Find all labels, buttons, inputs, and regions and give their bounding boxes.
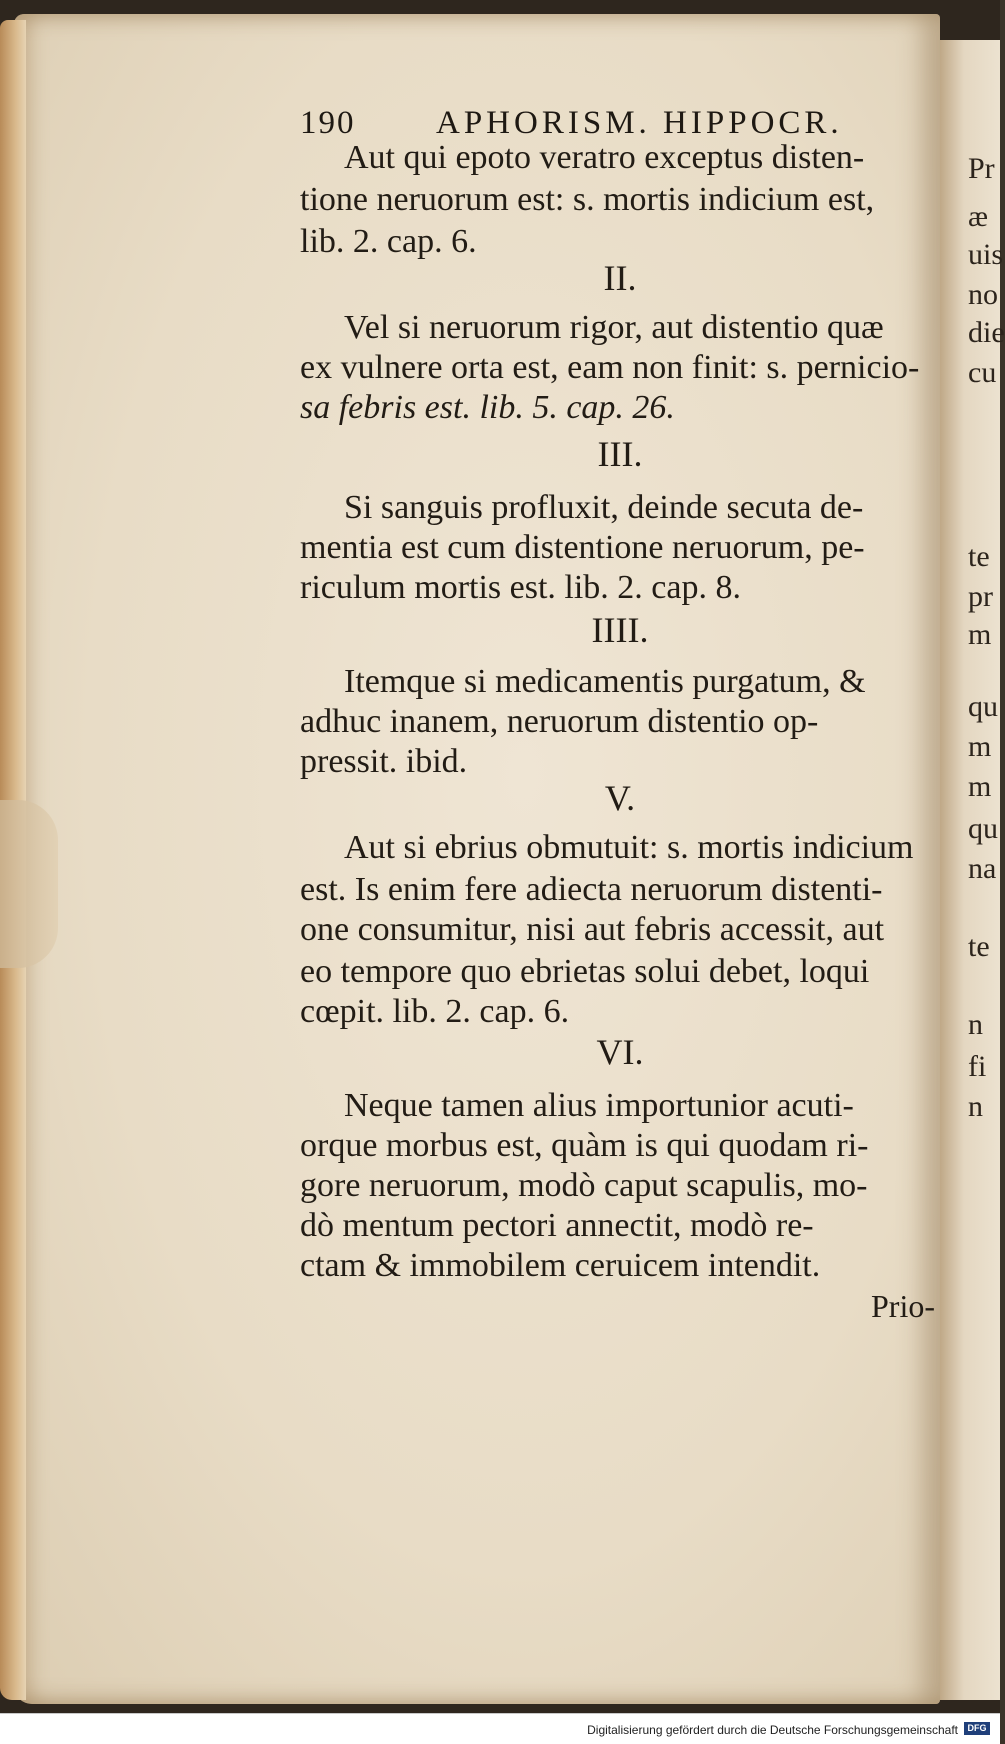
footer-bar — [0, 1713, 1000, 1744]
text-line: one consumitur, nisi aut febris accessit, aut — [300, 911, 885, 948]
text-line: Aut qui epoto veratro exceptus disten- — [344, 139, 865, 176]
facing-page-fragment: Pr — [968, 152, 995, 185]
catchword: Prio- — [871, 1288, 935, 1324]
facing-page-fragment: te — [968, 930, 990, 963]
text-line: pressit. ibid. — [300, 743, 468, 780]
text-line: eo tempore quo ebrietas solui debet, loqui — [300, 953, 870, 990]
facing-page-fragment: cu — [968, 356, 997, 389]
text-line: Aut si ebrius obmutuit: s. mortis indicium — [344, 829, 914, 866]
facing-page-fragment: die — [968, 316, 1005, 349]
running-title: APHORISM. HIPPOCR. — [436, 105, 843, 141]
text-line: sa febris est. lib. 5. cap. 26. — [300, 389, 675, 426]
facing-page-fragment: fi — [968, 1050, 987, 1083]
text-line: ex vulnere orta est, eam non finit: s. pernicio- — [300, 349, 920, 386]
facing-page — [940, 40, 1005, 1700]
text-line: lib. 2. cap. 6. — [300, 223, 477, 260]
text-line: ctam & immobilem ceruicem intendit. — [300, 1247, 821, 1284]
dfg-logo-icon: DFG — [964, 1722, 990, 1735]
section-numeral: II. — [603, 258, 637, 298]
facing-page-fragment: na — [968, 852, 997, 885]
facing-page-fragment: qu — [968, 812, 998, 845]
facing-page-fragment: no — [968, 278, 998, 311]
facing-page-fragment: uis — [968, 238, 1004, 271]
section-numeral: V. — [604, 778, 636, 818]
digitization-credit: Digitalisierung gefördert durch die Deutsche Forschungsgemeinschaft — [587, 1723, 958, 1737]
section-numeral: IIII. — [591, 610, 649, 650]
facing-page-fragment: te — [968, 540, 990, 573]
text-line: est. Is enim fere adiecta neruorum distenti- — [300, 871, 883, 908]
text-line: adhuc inanem, neruorum distentio op- — [300, 703, 819, 740]
text-line: tione neruorum est: s. mortis indicium est, — [300, 181, 875, 218]
facing-page-fragment: n — [968, 1008, 983, 1041]
text-line: dò mentum pectori annectit, modò re- — [300, 1207, 814, 1244]
text-line: mentia est cum distentione neruorum, pe- — [300, 529, 865, 566]
page-number: 190 — [300, 105, 356, 141]
section-numeral: VI. — [596, 1032, 644, 1072]
text-line: riculum mortis est. lib. 2. cap. 8. — [300, 569, 741, 606]
page-clip-shadow — [0, 800, 58, 968]
facing-page-fragment: m — [968, 618, 992, 651]
text-line: gore neruorum, modò caput scapulis, mo- — [300, 1167, 868, 1204]
facing-page-fragment: m — [968, 730, 992, 763]
text-line: Itemque si medicamentis purgatum, & — [344, 663, 866, 700]
text-line: Neque tamen alius importunior acuti- — [344, 1087, 854, 1124]
facing-page-fragment: pr — [968, 580, 993, 613]
text-line: orque morbus est, quàm is qui quodam ri- — [300, 1127, 869, 1164]
text-line: Vel si neruorum rigor, aut distentio quæ — [344, 309, 884, 346]
facing-page-fragment: m — [968, 770, 992, 803]
section-numeral: III. — [597, 434, 643, 474]
facing-page-fragment: n — [968, 1090, 983, 1123]
facing-page-fragment: qu — [968, 690, 998, 723]
text-line: Si sanguis profluxit, deinde secuta de- — [344, 489, 864, 526]
text-line: cœpit. lib. 2. cap. 6. — [300, 993, 570, 1030]
facing-page-fragment: æ — [968, 200, 989, 233]
